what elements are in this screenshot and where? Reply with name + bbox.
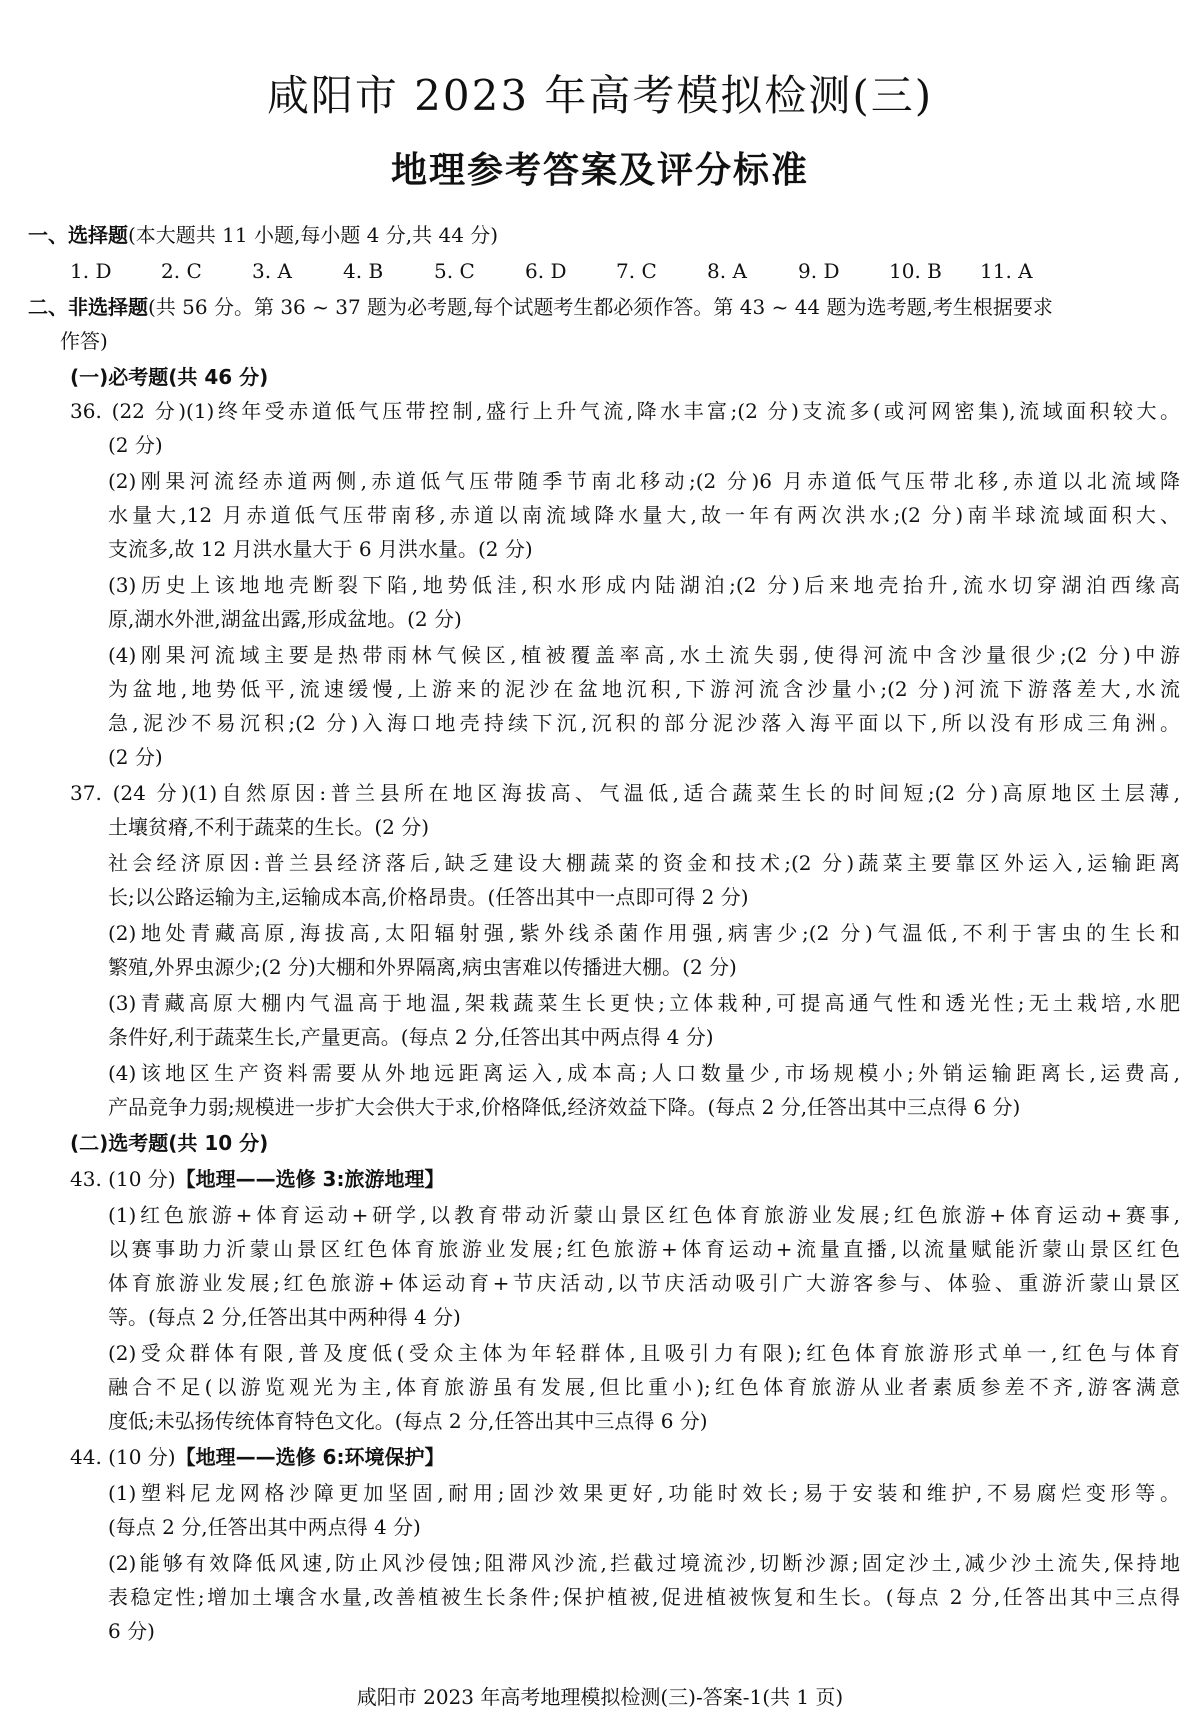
- answer-line: (4)刚果河流域主要是热带雨林气候区,植被覆盖率高,水土流失弱,使得河流中含沙量很少;(2 分)中游: [108, 643, 1180, 667]
- answer-line: 体育旅游业发展;红色旅游+体运动育+节庆活动,以节庆活动吸引广大游客参与、体验、重游沂蒙山景区: [108, 1271, 1180, 1295]
- q43-header: [70, 1162, 444, 1196]
- section-required: (一)必考题(共 46 分): [70, 365, 269, 389]
- part1-note: (本大题共 11 小题,每小题 4 分,共 44 分): [128, 223, 499, 247]
- answer-line: 支流多,故 12 月洪水量大于 6 月洪水量。(2 分): [108, 537, 533, 561]
- page-subtitle: 地理参考答案及评分标准: [390, 150, 809, 191]
- part2-note: (共 56 分。第 36 ~ 37 题为必考题,每个试题考生都必须作答。第 43 ~ 44 题为选考题,考生根据要求: [148, 295, 1053, 319]
- answer-item: 8. A: [707, 259, 747, 283]
- answer-item: 9. D: [798, 259, 840, 283]
- answer-line: 等。(每点 2 分,任答出其中两种得 4 分): [108, 1305, 461, 1329]
- part2-header: [28, 290, 1053, 324]
- q43-number: 43. (10 分): [70, 1167, 176, 1191]
- part1-header: [28, 218, 498, 252]
- answer-item: 7. C: [616, 259, 657, 283]
- answer-item: 10. B: [889, 259, 942, 283]
- page-title: 咸阳市 2023 年高考模拟检测(三): [266, 71, 934, 120]
- answer-line: 37. (24 分)(1)自然原因:普兰县所在地区海拔高、气温低,适合蔬菜生长的时间短;(2 分)高原地区土层薄,: [70, 781, 1180, 805]
- answer-line: 度低;未弘扬传统体育特色文化。(每点 2 分,任答出其中三点得 6 分): [108, 1409, 708, 1433]
- section-elective: (二)选考题(共 10 分): [70, 1131, 269, 1155]
- answer-line: 水量大,12 月赤道低气压带南移,赤道以南流域降水量大,故一年有两次洪水;(2 分)南半球流域面积大、: [108, 503, 1180, 527]
- q44-tag: 【地理——选修 6:环境保护】: [175, 1445, 445, 1469]
- answer-line: (2)能够有效降低风速,防止风沙侵蚀;阻滞风沙流,拦截过境流沙,切断沙源;固定沙土,减少沙土流失,保持地: [108, 1551, 1180, 1575]
- q44-header: [70, 1440, 444, 1474]
- answer-item: 2. C: [161, 259, 202, 283]
- answer-key-row: [70, 254, 1071, 288]
- answer-line: 融合不足(以游览观光为主,体育旅游虽有发展,但比重小);红色体育旅游从业者素质参差不齐,游客满意: [108, 1375, 1180, 1399]
- answer-line: 为盆地,地势低平,流速缓慢,上游来的泥沙在盆地沉积,下游河流含沙量小;(2 分)河流下游落差大,水流: [108, 677, 1180, 701]
- page-footer: 咸阳市 2023 年高考地理模拟检测(三)-答案-1(共 1 页): [356, 1685, 844, 1709]
- answer-line: (2 分): [108, 433, 163, 457]
- part2-note-cont: 作答): [60, 329, 108, 353]
- answer-line: 以赛事助力沂蒙山景区红色体育旅游业发展;红色旅游+体育运动+流量直播,以流量赋能沂蒙山景区红色: [108, 1237, 1180, 1261]
- answer-line: (3)青藏高原大棚内气温高于地温,架栽蔬菜生长更快;立体栽种,可提高通气性和透光性;无土栽培,水肥: [108, 991, 1180, 1015]
- part2-heading: 二、非选择题: [28, 295, 148, 319]
- answer-line: 土壤贫瘠,不利于蔬菜的生长。(2 分): [108, 815, 430, 839]
- answer-line: (1)红色旅游+体育运动+研学,以教育带动沂蒙山景区红色体育旅游业发展;红色旅游+体育运动+赛事,: [108, 1203, 1180, 1227]
- answer-line: 急,泥沙不易沉积;(2 分)入海口地壳持续下沉,沉积的部分泥沙落入海平面以下,所以没有形成三角洲。: [108, 711, 1180, 735]
- answer-line: (2)刚果河流经赤道两侧,赤道低气压带随季节南北移动;(2 分)6 月赤道低气压带北移,赤道以北流域降: [108, 469, 1180, 493]
- answer-item: 6. D: [525, 259, 567, 283]
- answer-line: 条件好,利于蔬菜生长,产量更高。(每点 2 分,任答出其中两点得 4 分): [108, 1025, 714, 1049]
- answer-line: 社会经济原因:普兰县经济落后,缺乏建设大棚蔬菜的资金和技术;(2 分)蔬菜主要靠区外运入,运输距离: [108, 851, 1180, 875]
- answer-line: 36. (22 分)(1)终年受赤道低气压带控制,盛行上升气流,降水丰富;(2 分)支流多(或河网密集),流域面积较大。: [70, 399, 1180, 423]
- answer-line: 原,湖水外泄,湖盆出露,形成盆地。(2 分): [108, 607, 462, 631]
- answer-line: (3)历史上该地地壳断裂下陷,地势低洼,积水形成内陆湖泊;(2 分)后来地壳抬升,流水切穿湖泊西缘高: [108, 573, 1180, 597]
- answer-item: 3. A: [252, 259, 292, 283]
- answer-line: 6 分): [108, 1619, 155, 1643]
- answer-line: 表稳定性;增加土壤含水量,改善植被生长条件;保护植被,促进植被恢复和生长。(每点 2 分,任答出其中三点得: [108, 1585, 1180, 1609]
- answer-line: (1)塑料尼龙网格沙障更加坚固,耐用;固沙效果更好,功能时效长;易于安装和维护,不易腐烂变形等。: [108, 1481, 1180, 1505]
- answer-item: 4. B: [343, 259, 384, 283]
- answer-line: (每点 2 分,任答出其中两点得 4 分): [108, 1515, 421, 1539]
- answer-line: (2)地处青藏高原,海拔高,太阳辐射强,紫外线杀菌作用强,病害少;(2 分)气温低,不利于害虫的生长和: [108, 921, 1180, 945]
- answer-line: (2 分): [108, 745, 163, 769]
- answer-item: 1. D: [70, 259, 112, 283]
- answer-line: (4)该地区生产资料需要从外地远距离运入,成本高;人口数量少,市场规模小;外销运输距离长,运费高,: [108, 1061, 1180, 1085]
- answer-line: 产品竞争力弱;规模进一步扩大会供大于求,价格降低,经济效益下降。(每点 2 分,任答出其中三点得 6 分): [108, 1095, 1021, 1119]
- q44-number: 44. (10 分): [70, 1445, 176, 1469]
- q43-tag: 【地理——选修 3:旅游地理】: [175, 1167, 445, 1191]
- part1-heading: 一、选择题: [28, 223, 128, 247]
- answer-line: (2)受众群体有限,普及度低(受众主体为年轻群体,且吸引力有限);红色体育旅游形式单一,红色与体育: [108, 1341, 1180, 1365]
- answer-line: 长;以公路运输为主,运输成本高,价格昂贵。(任答出其中一点即可得 2 分): [108, 885, 749, 909]
- answer-item: 5. C: [434, 259, 475, 283]
- answer-line: 繁殖,外界虫源少;(2 分)大棚和外界隔离,病虫害难以传播进大棚。(2 分): [108, 955, 737, 979]
- answer-item: 11. A: [980, 259, 1033, 283]
